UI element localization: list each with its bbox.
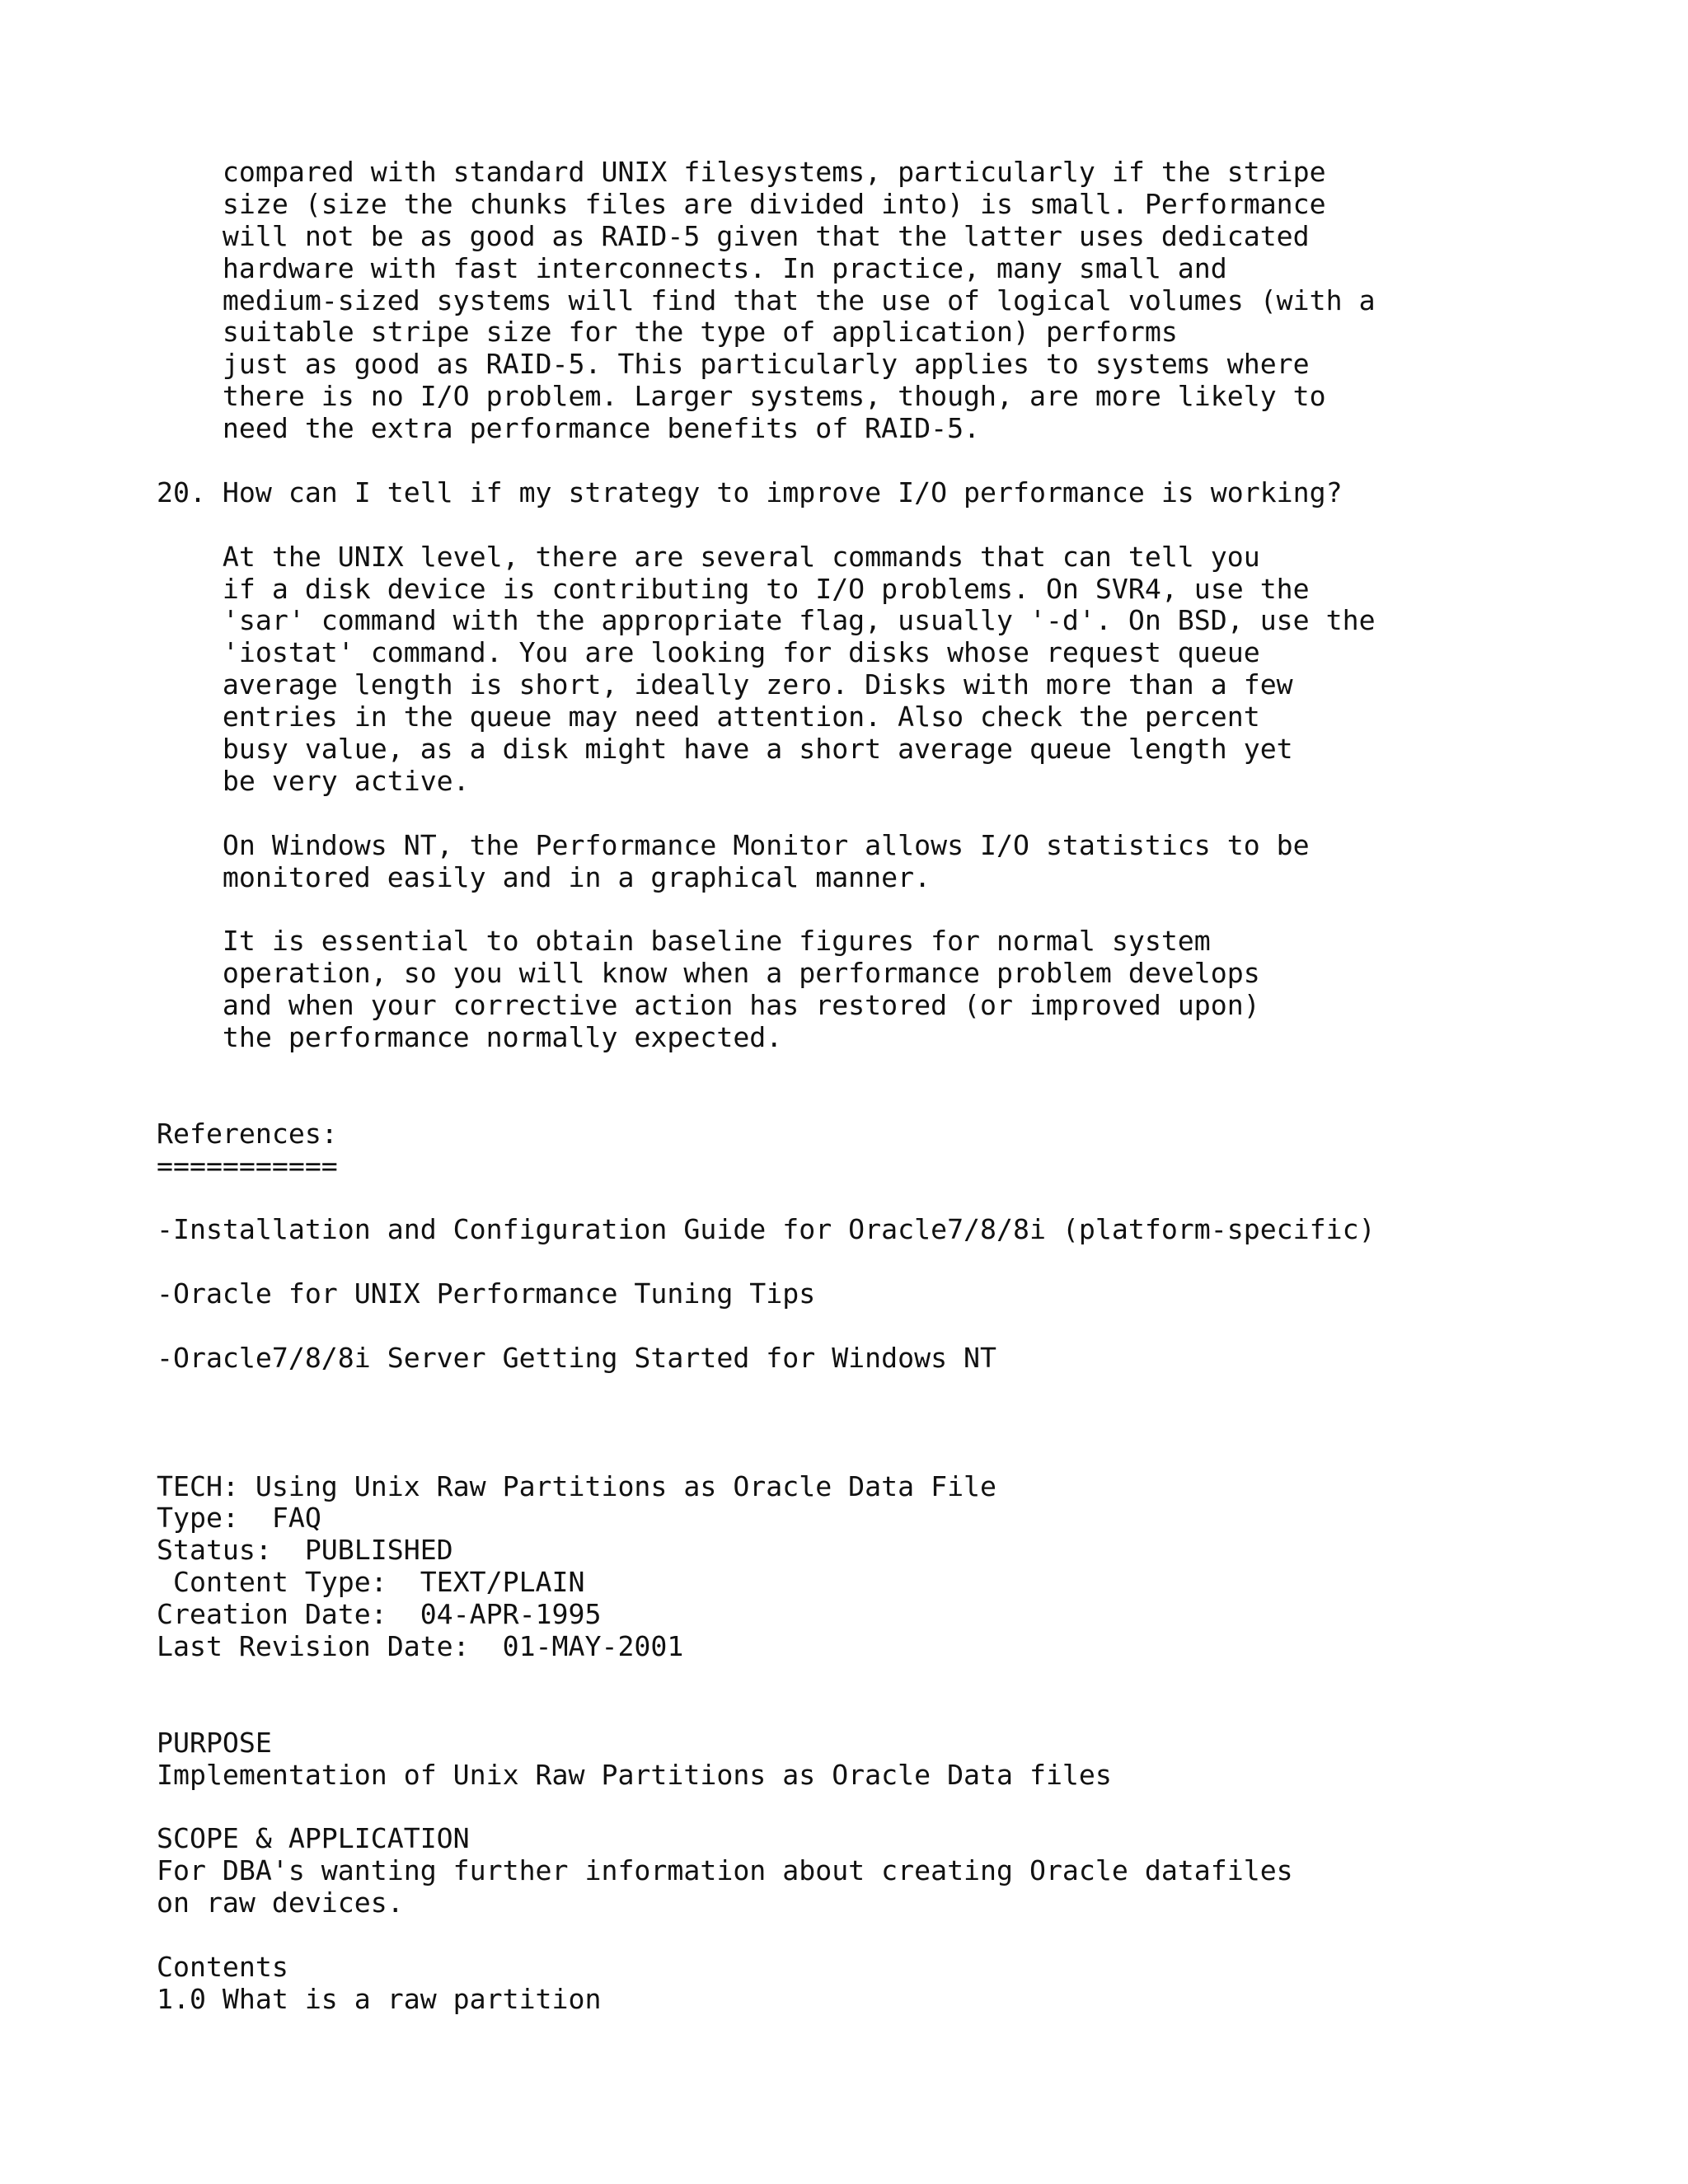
text-line: =========== <box>157 1149 338 1182</box>
text-line: For DBA's wanting further information about creating Oracle datafiles <box>157 1854 1293 1887</box>
text-line: 20. How can I tell if my strategy to improve I/O performance is working? <box>157 476 1343 509</box>
text-line: Contents <box>157 1950 288 1983</box>
blank-line <box>157 1310 1640 1343</box>
text-line: if a disk device is contributing to I/O problems. On SVR4, use the <box>157 572 1310 605</box>
document-page <box>157 157 1640 2016</box>
text-line: busy value, as a disk might have a short average queue length yet <box>157 733 1293 766</box>
blank-line <box>157 1375 1640 1407</box>
text-line: Content Type: TEXT/PLAIN <box>157 1566 585 1599</box>
blank-line <box>157 798 1640 830</box>
text-line: 'iostat' command. You are looking for disks whose request queue <box>157 636 1260 669</box>
blank-line <box>157 1407 1640 1439</box>
text-line: 1.0 What is a raw partition <box>157 1982 602 2015</box>
text-line: References: <box>157 1117 338 1150</box>
text-line: -Oracle7/8/8i Server Getting Started for Windows NT <box>157 1341 997 1374</box>
text-line: suitable stripe size for the type of application) performs <box>157 316 1178 349</box>
text-line: average length is short, ideally zero. Disks with more than a few <box>157 668 1293 701</box>
text-line: TECH: Using Unix Raw Partitions as Oracle Data File <box>157 1469 997 1502</box>
blank-line <box>157 1791 1640 1823</box>
text-line: hardware with fast interconnects. In practice, many small and <box>157 251 1227 284</box>
text-line: just as good as RAID-5. This particularly applies to systems where <box>157 348 1310 381</box>
blank-line <box>157 1695 1640 1727</box>
text-line: SCOPE & APPLICATION <box>157 1822 470 1855</box>
text-line: size (size the chunks files are divided into) is small. Performance <box>157 187 1326 220</box>
text-line: entries in the queue may need attention. Also check the percent <box>157 701 1260 733</box>
text-line: medium-sized systems will find that the use of logical volumes (with a <box>157 284 1376 316</box>
text-line: operation, so you will know when a performance problem develops <box>157 957 1260 990</box>
blank-line <box>157 445 1640 477</box>
text-line: At the UNIX level, there are several commands that can tell you <box>157 540 1260 573</box>
text-line: On Windows NT, the Performance Monitor allows I/O statistics to be <box>157 828 1310 861</box>
text-line: compared with standard UNIX filesystems, particularly if the stripe <box>157 156 1326 188</box>
text-line: Implementation of Unix Raw Partitions as Oracle Data files <box>157 1758 1112 1791</box>
blank-line <box>157 509 1640 541</box>
text-line: and when your corrective action has restored (or improved upon) <box>157 989 1260 1022</box>
text-line: be very active. <box>157 764 470 797</box>
blank-line <box>157 1246 1640 1278</box>
text-line: It is essential to obtain baseline figures for normal system <box>157 925 1211 958</box>
text-line: monitored easily and in a graphical manner. <box>157 860 931 893</box>
text-line: Last Revision Date: 01-MAY-2001 <box>157 1629 684 1662</box>
blank-line <box>157 1183 1640 1215</box>
blank-line <box>157 1054 1640 1086</box>
blank-line <box>157 1919 1640 1952</box>
blank-line <box>157 1439 1640 1471</box>
text-line: -Installation and Configuration Guide for Oracle7/8/8i (platform-specific) <box>157 1213 1376 1246</box>
text-line: there is no I/O problem. Larger systems, though, are more likely to <box>157 380 1326 413</box>
text-line: on raw devices. <box>157 1886 404 1919</box>
blank-line <box>157 1663 1640 1695</box>
text-line: -Oracle for UNIX Performance Tuning Tips <box>157 1277 816 1310</box>
text-line: PURPOSE <box>157 1726 272 1759</box>
blank-line <box>157 1086 1640 1118</box>
text-line: Status: PUBLISHED <box>157 1534 453 1567</box>
text-line: need the extra performance benefits of RAID-5. <box>157 412 981 445</box>
text-line: Type: FAQ <box>157 1502 321 1535</box>
text-line: will not be as good as RAID-5 given that the latter uses dedicated <box>157 219 1310 252</box>
blank-line <box>157 893 1640 926</box>
text-line: 'sar' command with the appropriate flag, usually '-d'. On BSD, use the <box>157 604 1376 637</box>
text-line: the performance normally expected. <box>157 1021 783 1054</box>
text-line: Creation Date: 04-APR-1995 <box>157 1598 602 1631</box>
